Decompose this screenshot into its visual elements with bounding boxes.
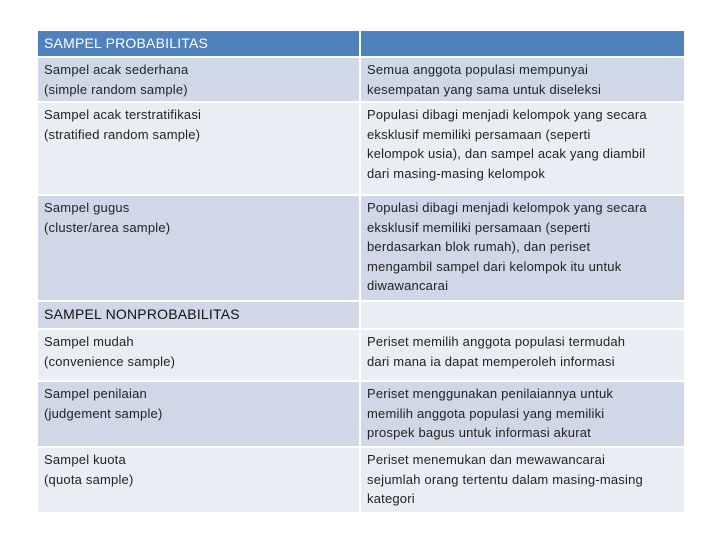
method-description bbox=[360, 381, 685, 447]
method-description bbox=[360, 57, 685, 102]
table-row bbox=[37, 447, 685, 513]
method-description bbox=[360, 447, 685, 513]
method-name-line: Sampel penilaian bbox=[44, 386, 147, 401]
method-name-line: Sampel acak terstratifikasi bbox=[44, 107, 202, 122]
method-name-line: Sampel kuota bbox=[44, 452, 126, 467]
method-name bbox=[37, 57, 360, 102]
method-description-line: Periset menggunakan penilaiannya untuk bbox=[367, 386, 614, 401]
sampling-table bbox=[36, 29, 686, 514]
method-description-line: Semua anggota populasi mempunyai bbox=[367, 62, 589, 77]
method-name bbox=[37, 447, 360, 513]
method-description-line: eksklusif memiliki persamaan (seperti bbox=[367, 219, 591, 235]
method-name-line: (quota sample) bbox=[44, 471, 134, 487]
method-name bbox=[37, 381, 360, 447]
method-name-line: Sampel mudah bbox=[44, 334, 134, 349]
nonprobability-header-row bbox=[37, 301, 685, 329]
method-description-line: memilih anggota populasi yang memiliki bbox=[367, 405, 605, 421]
method-name-line: (cluster/area sample) bbox=[44, 219, 171, 235]
method-description-line: Populasi dibagi menjadi kelompok yang secara bbox=[367, 107, 647, 122]
method-description-line: prospek bagus untuk informasi akurat bbox=[367, 425, 591, 440]
table-row bbox=[37, 381, 685, 447]
method-name bbox=[37, 102, 360, 195]
probability-header-empty bbox=[360, 30, 685, 57]
table-row bbox=[37, 195, 685, 301]
method-name-line: (stratified random sample) bbox=[44, 126, 201, 142]
method-description-line: dari mana ia dapat memperoleh informasi bbox=[367, 353, 615, 369]
table-row bbox=[37, 102, 685, 195]
method-description-line: kesempatan yang sama untuk diseleksi bbox=[367, 81, 602, 97]
method-description-line: mengambil sampel dari kelompok itu untuk bbox=[367, 258, 622, 274]
method-name-line: (simple random sample) bbox=[44, 81, 188, 97]
method-description bbox=[360, 102, 685, 195]
method-description-line: kelompok usia), dan sampel acak yang diambil bbox=[367, 146, 646, 161]
table-row bbox=[37, 57, 685, 102]
method-description-line: eksklusif memiliki persamaan (seperti bbox=[367, 126, 591, 142]
method-name-line: Sampel acak sederhana bbox=[44, 62, 189, 77]
probability-header-row bbox=[37, 30, 685, 57]
nonprobability-header: SAMPEL NONPROBABILITAS bbox=[37, 301, 360, 329]
method-name-line: Sampel gugus bbox=[44, 200, 130, 215]
method-description-line: dari masing-masing kelompok bbox=[367, 165, 546, 181]
method-name bbox=[37, 195, 360, 301]
nonprobability-header-empty bbox=[360, 301, 685, 329]
method-description-line: Populasi dibagi menjadi kelompok yang secara bbox=[367, 200, 647, 215]
table-row bbox=[37, 329, 685, 381]
method-description-line: berdasarkan blok rumah), dan periset bbox=[367, 239, 591, 254]
probability-header: SAMPEL PROBABILITAS bbox=[37, 30, 360, 57]
method-name-line: (judgement sample) bbox=[44, 405, 163, 421]
method-description-line: diwawancarai bbox=[367, 278, 449, 293]
method-name bbox=[37, 329, 360, 381]
method-description-line: kategori bbox=[367, 491, 415, 506]
method-description bbox=[360, 195, 685, 301]
method-name-line: (convenience sample) bbox=[44, 353, 176, 369]
method-description-line: sejumlah orang tertentu dalam masing-masing bbox=[367, 471, 643, 487]
method-description bbox=[360, 329, 685, 381]
method-description-line: Periset menemukan dan mewawancarai bbox=[367, 452, 606, 467]
method-description-line: Periset memilih anggota populasi termudah bbox=[367, 334, 626, 349]
